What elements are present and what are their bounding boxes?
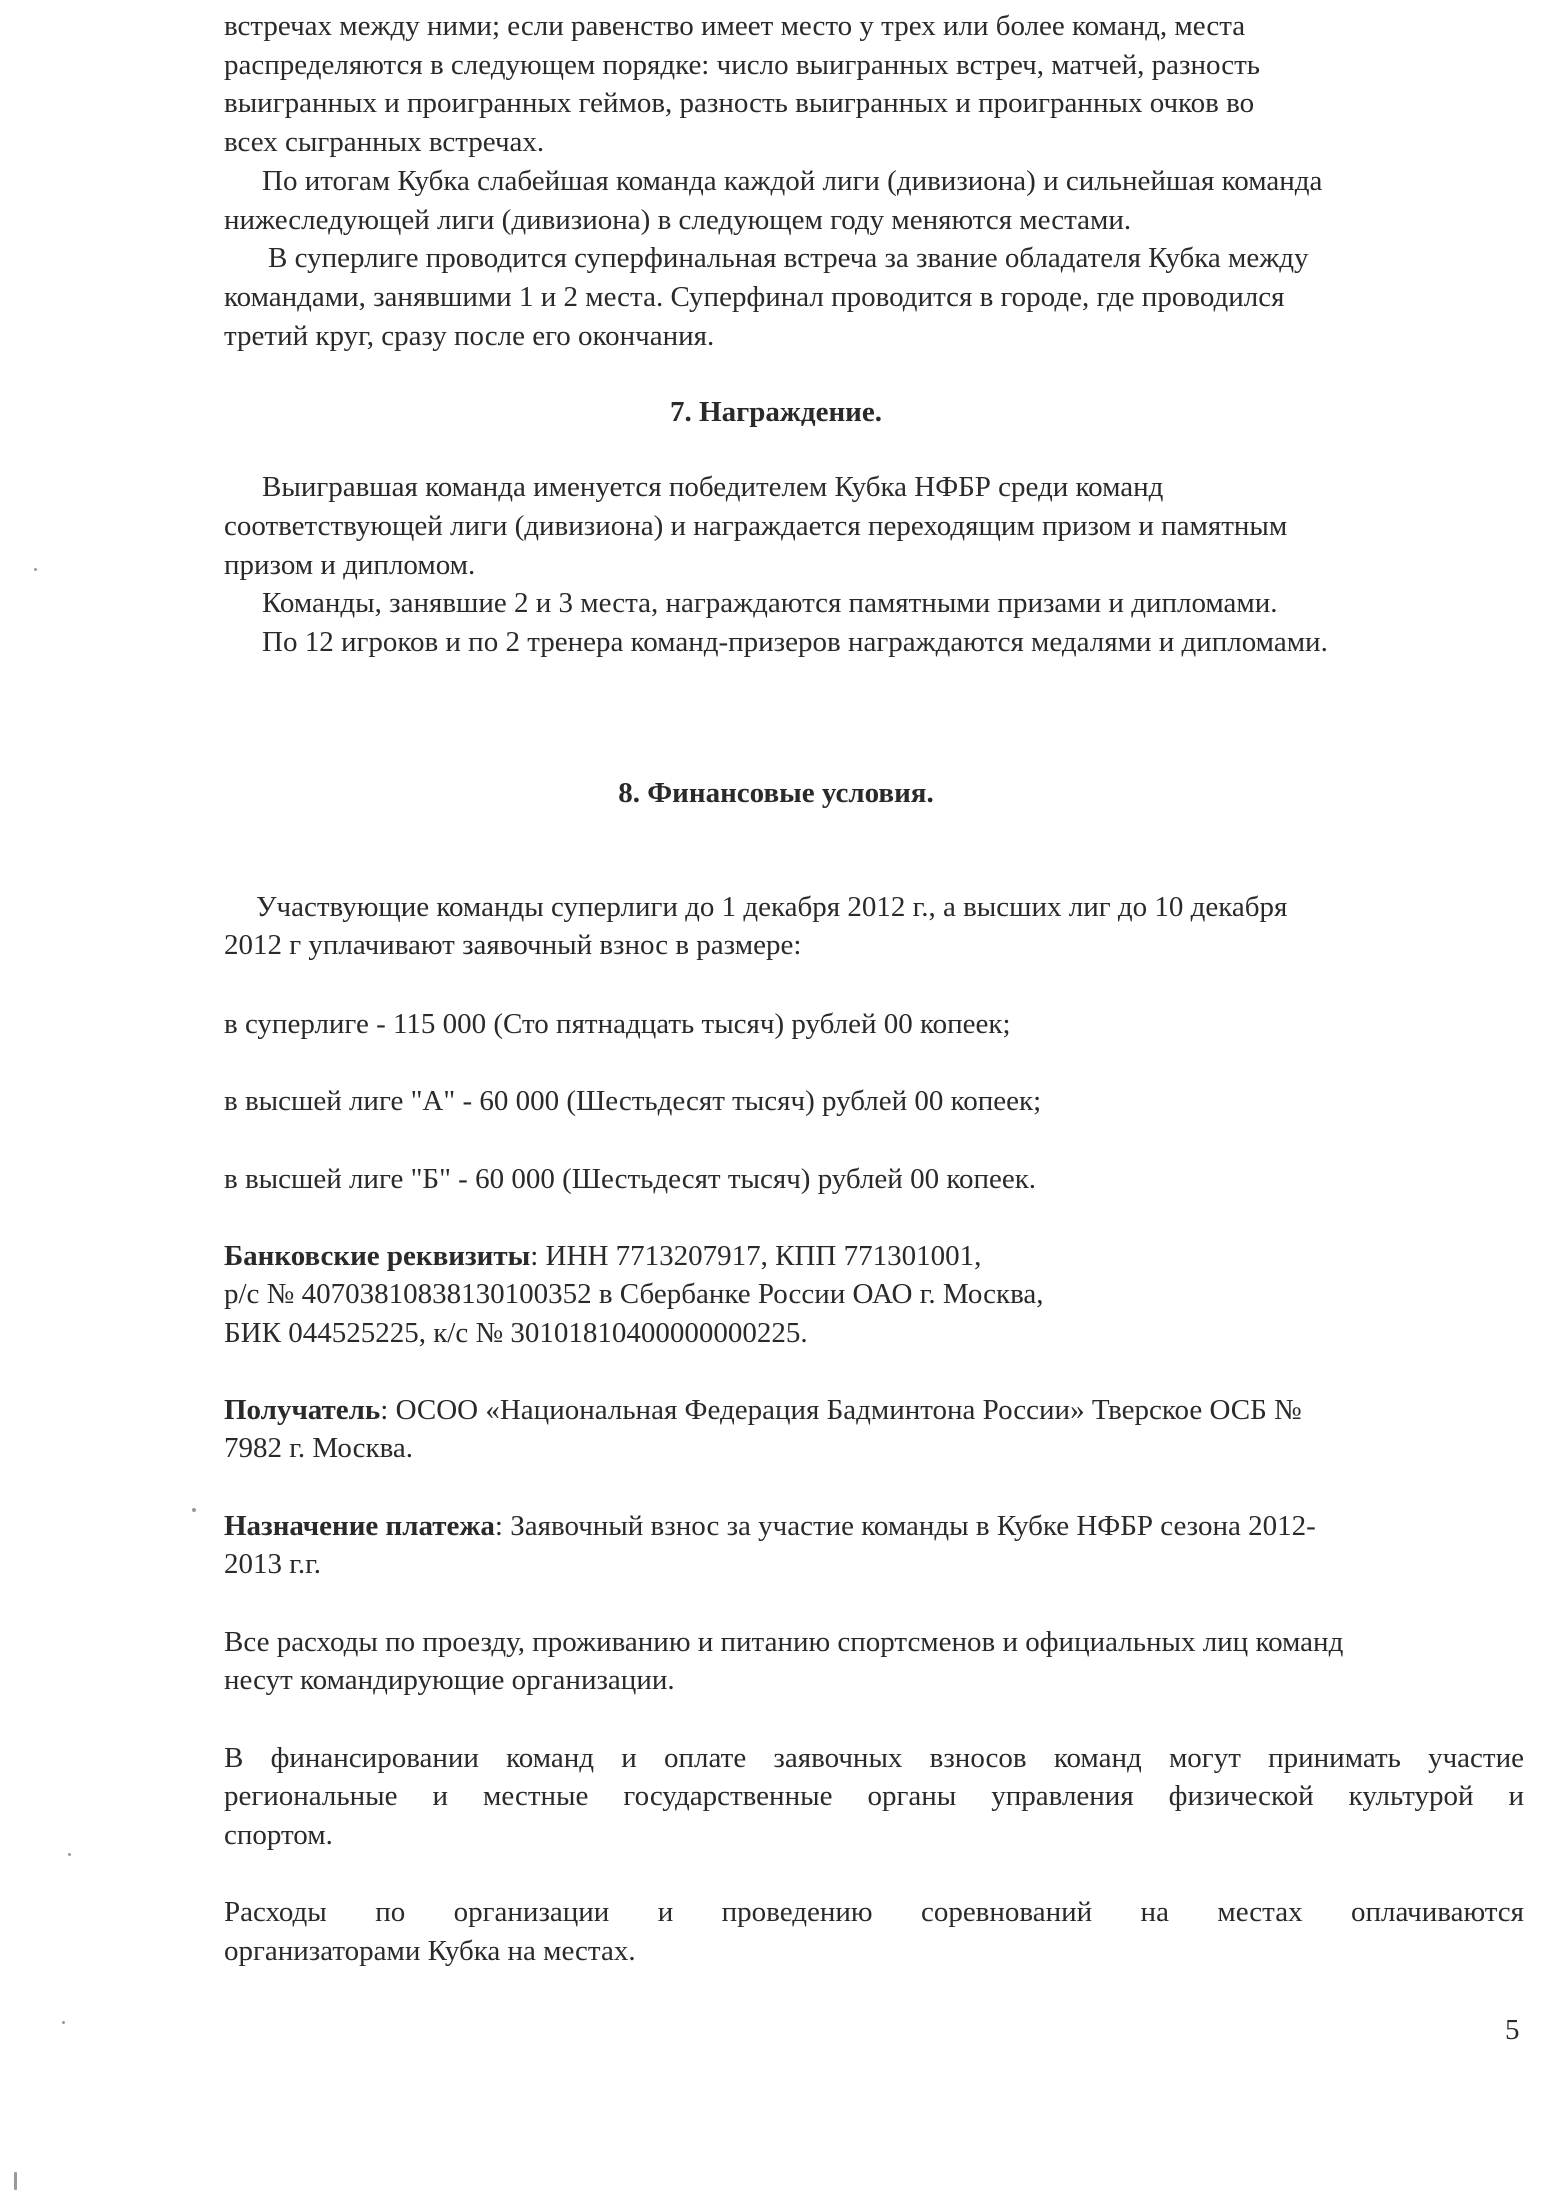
bank-details-label: Банковские реквизиты xyxy=(224,1240,531,1272)
scan-speck xyxy=(34,568,37,571)
payment-purpose-value: : Заявочный взнос за участие команды в Кубке НФБР сезона 2012- xyxy=(494,1510,1316,1542)
recipient-value: : ОСОО «Национальная Федерация Бадминтона России» Тверское ОСБ № xyxy=(380,1394,1302,1426)
fee-line-league-a: в высшей лиге "А" - 60 000 (Шестьдесят тысяч) рублей 00 копеек; xyxy=(224,1085,1042,1117)
paragraph-line: соответствующей лиги (дивизиона) и награждается переходящим призом и памятным xyxy=(224,510,1288,542)
fee-line-superleague: в суперлиге - 115 000 (Сто пятнадцать тысяч) рублей 00 копеек; xyxy=(224,1008,1011,1040)
scan-speck xyxy=(14,2172,17,2190)
payment-purpose-label: Назначение платежа xyxy=(224,1510,495,1542)
scan-speck xyxy=(68,1853,71,1856)
paragraph-line: организаторами Кубка на местах. xyxy=(224,1935,636,1967)
bank-details-value: : ИНН 7713207917, КПП 771301001, xyxy=(530,1240,982,1272)
page-number: 5 xyxy=(1505,2014,1520,2046)
paragraph-line: По итогам Кубка слабейшая команда каждой лиги (дивизиона) и сильнейшая команда xyxy=(262,165,1323,197)
paragraph-line: призом и дипломом. xyxy=(224,549,476,581)
scan-speck xyxy=(62,2021,65,2024)
paragraph-line: 2012 г уплачивают заявочный взнос в размере: xyxy=(224,929,802,961)
recipient-line-2: 7982 г. Москва. xyxy=(224,1432,414,1464)
paragraph-line: несут командирующие организации. xyxy=(224,1664,675,1696)
paragraph-line: В финансировании команд и оплате заявочных взносов команд могут принимать участие xyxy=(224,1742,1524,1774)
paragraph-line: По 12 игроков и по 2 тренера команд-призеров награждаются медалями и дипломами. xyxy=(262,626,1328,658)
fee-line-league-b: в высшей лиге "Б" - 60 000 (Шестьдесят тысяч) рублей 00 копеек. xyxy=(224,1163,1037,1195)
paragraph-line: Команды, занявшие 2 и 3 места, награждаются памятными призами и дипломами. xyxy=(262,587,1278,619)
paragraph-line: всех сыгранных встречах. xyxy=(224,126,545,158)
section-heading-financial: 8. Финансовые условия. xyxy=(618,777,934,809)
paragraph-line: нижеследующей лиги (дивизиона) в следующем году меняются местами. xyxy=(224,204,1132,236)
paragraph-line: Расходы по организации и проведению соревнований на местах оплачиваются xyxy=(224,1896,1524,1928)
paragraph-line: командами, занявшими 1 и 2 места. Суперфинал проводится в городе, где проводился xyxy=(224,281,1285,313)
paragraph-line: распределяются в следующем порядке: число выигранных встреч, матчей, разность xyxy=(224,49,1260,81)
paragraph-line: Все расходы по проезду, проживанию и питанию спортсменов и официальных лиц команд xyxy=(224,1626,1344,1658)
paragraph-line: В суперлиге проводится суперфинальная встреча за звание обладателя Кубка между xyxy=(268,242,1309,274)
payment-purpose-line xyxy=(224,1508,1316,1544)
paragraph-line: региональные и местные государственные органы управления физической культурой и xyxy=(224,1780,1524,1812)
bank-account-line: р/с № 40703810838130100352 в Сбербанке России ОАО г. Москва, xyxy=(224,1278,1044,1310)
bank-bik-line: БИК 044525225, к/с № 30101810400000000225. xyxy=(224,1317,808,1349)
paragraph-line: Участвующие команды суперлиги до 1 декабря 2012 г., а высших лиг до 10 декабря xyxy=(256,891,1288,923)
bank-details-line xyxy=(224,1238,981,1274)
scan-speck xyxy=(192,1508,196,1512)
recipient-label: Получатель xyxy=(224,1394,381,1426)
paragraph-line: встречах между ними; если равенство имеет место у трех или более команд, места xyxy=(224,10,1246,42)
payment-purpose-line-2: 2013 г.г. xyxy=(224,1548,321,1580)
paragraph-line: Выигравшая команда именуется победителем Кубка НФБР среди команд xyxy=(262,471,1164,503)
paragraph-line: третий круг, сразу после его окончания. xyxy=(224,320,715,352)
paragraph-line: спортом. xyxy=(224,1819,333,1851)
section-heading-awards: 7. Награждение. xyxy=(670,396,882,428)
paragraph-line: выигранных и проигранных геймов, разность выигранных и проигранных очков во xyxy=(224,87,1255,119)
recipient-line xyxy=(224,1392,1302,1428)
